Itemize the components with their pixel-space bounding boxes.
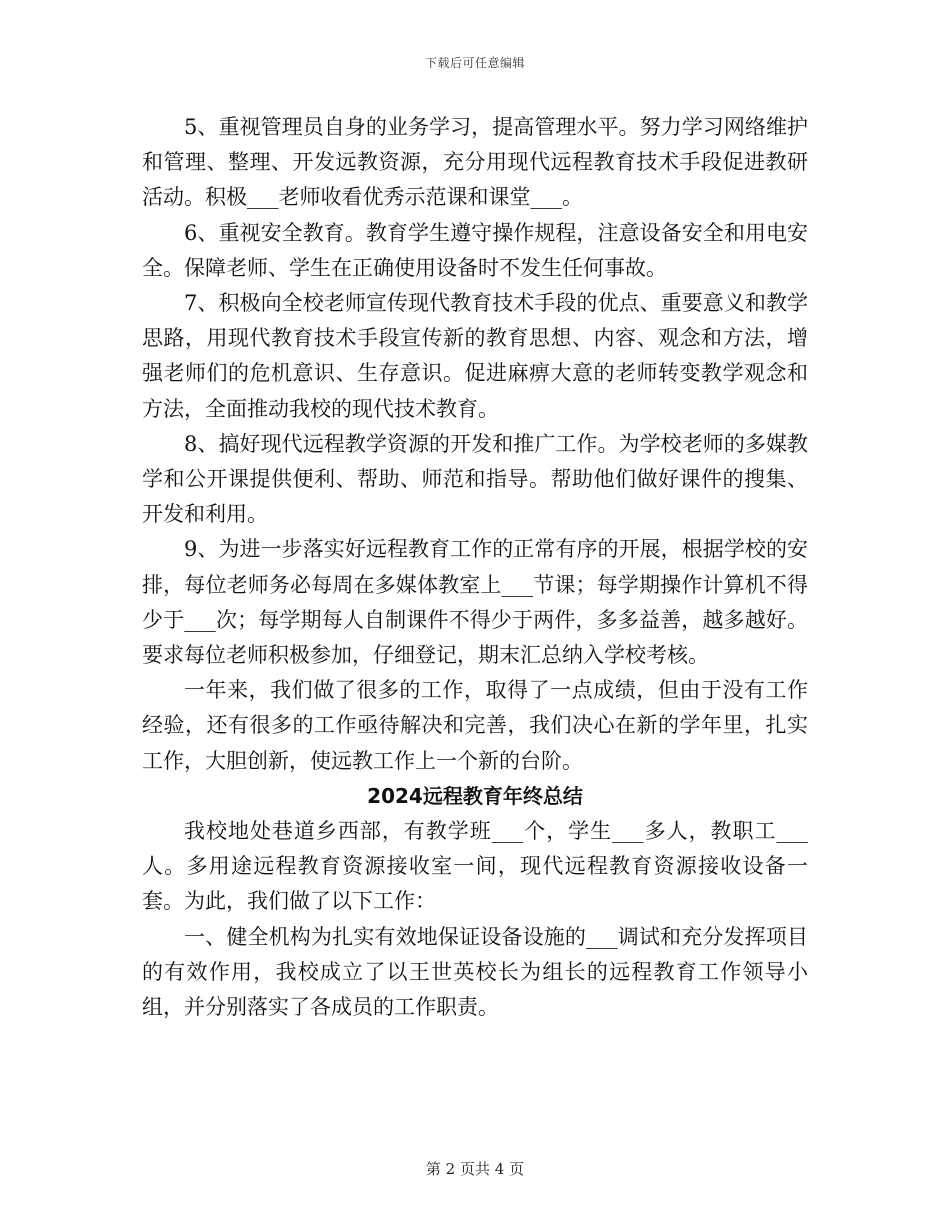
paragraph-item-7: 7、积极向全校老师宣传现代教育技术手段的优点、重要意义和教学思路，用现代教育技术手段宣传新的教育思想、内容、观念和方法，增强老师们的危机意识、生存意识。促进麻痹大意的老师转变教学观念和方法，全面推动我校的现代技术教育。 [142, 291, 808, 421]
document-body [142, 110, 808, 1025]
paragraph-summary: 一年来，我们做了很多的工作，取得了一点成绩，但由于没有工作经验，还有很多的工作亟待解决和完善，我们决心在新的学年里，扎实工作，大胆创新，使远教工作上一个新的台阶。 [142, 678, 808, 773]
paragraph-item-9: 9、为进一步落实好远程教育工作的正常有序的开展，根据学校的安排，每位老师务必每周在多媒体教室上___节课；每学期操作计算机不得少于___次；每学期每人自制课件不得少于两件，多多益善，越多越好。要求每位老师积极参加，仔细登记，期末汇总纳入学校考核。 [142, 537, 808, 668]
paragraph-item-8: 8、搞好现代远程教学资源的开发和推广工作。为学校老师的多媒教学和公开课提供便利、帮助、师范和指导。帮助他们做好课件的搜集、开发和利用。 [142, 431, 808, 527]
page-header: 下载后可任意编辑 [424, 56, 525, 70]
section-title: 2024远程教育年终总结 [367, 783, 583, 808]
paragraph-organization: 一、健全机构为扎实有效地保证设备设施的___调试和充分发挥项目的有效作用，我校成立了以王世英校长为组长的远程教育工作领导小组，并分别落实了各成员的工作职责。 [142, 924, 808, 1020]
paragraph-item-6: 6、重视安全教育。教育学生遵守操作规程，注意设备安全和用电安全。保障老师、学生在正确使用设备时不发生任何事故。 [142, 220, 808, 280]
paragraph-school-intro: 我校地处巷道乡西部，有教学班___个，学生___多人，教职工___人。多用途远程教育资源接收室一间，现代远程教育资源接收设备一套。为此，我们做了以下工作： [142, 819, 808, 914]
paragraph-item-5: 5、重视管理员自身的业务学习，提高管理水平。努力学习网络维护和管理、整理、开发远教资源，充分用现代远程教育技术手段促进教研活动。积极___老师收看优秀示范课和课堂___。 [142, 115, 808, 210]
page-footer: 第 2 页共 4 页 [425, 1160, 525, 1178]
